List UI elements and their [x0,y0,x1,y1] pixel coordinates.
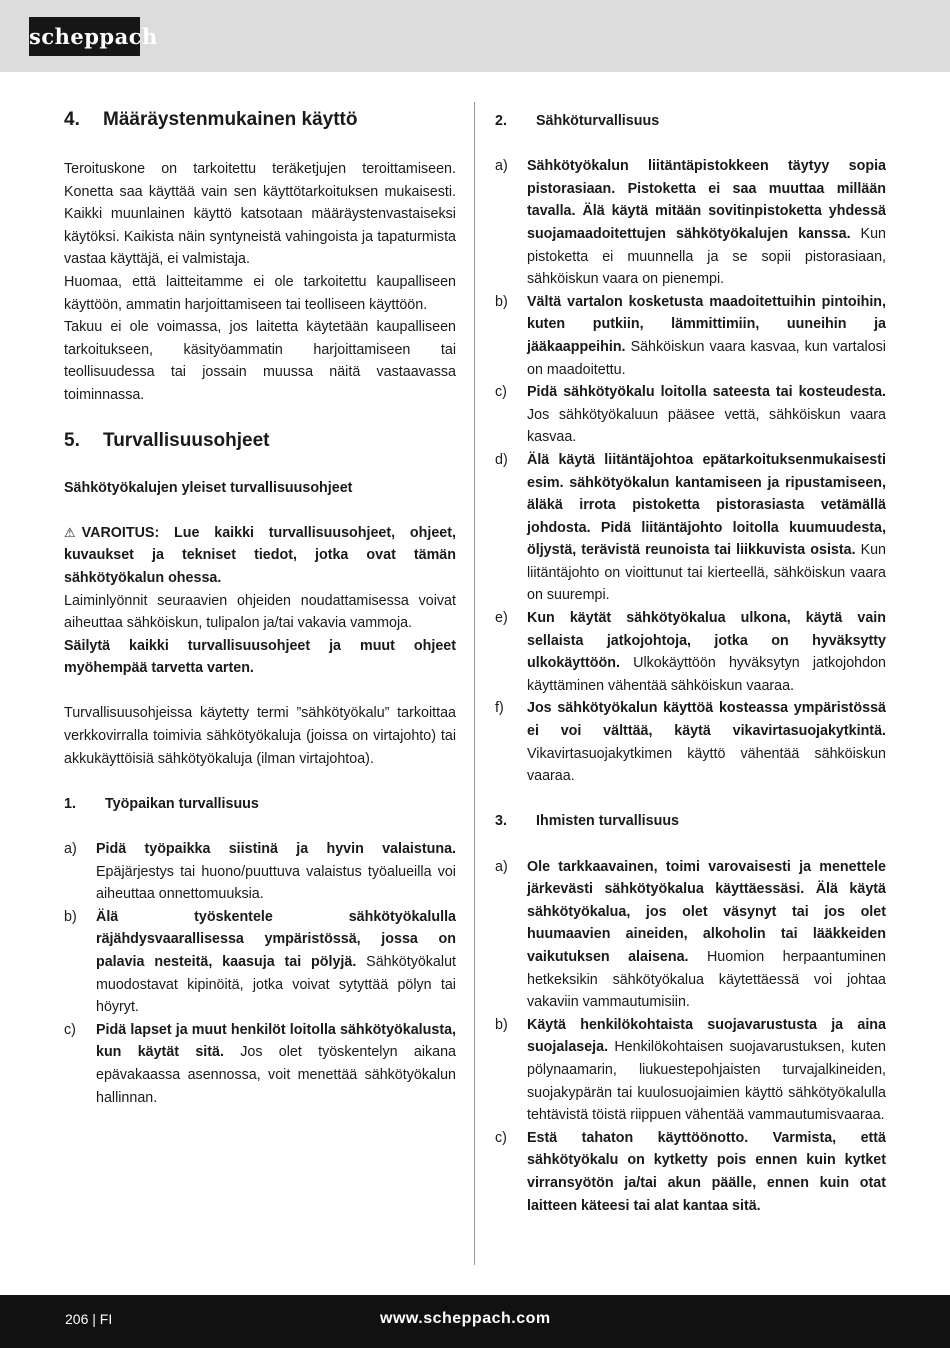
list-item-normal-text: Kun pistoketta ei muunnella ja se sopii pistorasiaan, sähköiskun vaara on pienempi. [527,225,886,288]
list-item-label: c) [495,384,507,401]
list-item-bold-text: Pidä lapset ja muut henkilöt loitolla sähkötyökalusta, kun käytät sitä. [96,1021,456,1061]
list-item-normal-text: Epäjärjestys tai huono/puuttuva valaistus työalueilla voi aiheuttaa onnettomuuksia. [96,863,456,903]
list-item-bold-text: Pidä sähkötyökalu loitolla sateesta tai kosteudesta. [527,384,886,401]
list-item [495,449,886,607]
left-column [64,108,456,1109]
list-item-normal-text: Henkilökohtaisen suojavarustuksen, kuten pölynaamarin, liukuestepohjaisten turvajalkineiden, suojakypärän tai kuulosuojaimien käyttö sähkötyökalulla tehtävistä töistä riippuen vähentää vammautumisvaaraa. [527,1039,886,1124]
list-item-text [96,906,456,1019]
subsection-2-heading [495,110,886,133]
list-item-label: b) [495,293,508,310]
list-item [495,697,886,787]
list-item-bold-text: Sähkötyökalun liitäntäpistokkeen täytyy sopia pistorasiaan. Pistoketta ei saa muuttaa millään tavalla. Älä käytä mitään sovitinpistoketta yhdessä suojamaadoitettujen sähkötyökalujen kanssa. [527,158,886,242]
page-number: 206 | FI [65,1311,113,1327]
list-item-bold-text: Vältä vartalon kosketusta maadoitettuihin pintoihin, kuten putkiin, lämmittimiin, uuneihin ja jääkaappeihin. [527,293,886,355]
list-item-label: b) [495,1016,508,1033]
list-item-label: c) [495,1129,507,1146]
list-item-normal-text: Sähköiskun vaara kasvaa, kun vartalosi on maadoitettu. [527,338,886,378]
list-item-text [527,1127,886,1217]
list-item-normal-text: Vikavirtasuojakytkimen käyttö vähentää sähköiskun vaaraa. [527,745,886,785]
list-item-label: a) [495,158,508,175]
list-item-text [527,1014,886,1127]
list-item-text [96,838,456,906]
scheppach-logo: scheppach [29,17,140,56]
list-item-label: f) [495,700,504,717]
list-item-normal-text: Sähkötyökalut muodostavat kipinöitä, jotka voivat sytyttää pölyn tai höyryt. [96,954,456,1016]
list-item-text [527,291,886,381]
list-item-bold-text: Ole tarkkaavainen, toimi varovaisesti ja menettele järkevästi sähkötyökalua käyttäessäsi. Älä käytä sähkötyökalua, jos olet väsynyt tai jos olet huumaavien aineiden, alkoholin tai lääkkeiden vaikutuksen alaisena. [527,858,886,965]
list-item-bold-text: Estä tahaton käyttöönotto. Varmista, että sähkötyökalu on kytketty pois ennen kuin kytket virransyötön ja/tai akun päälle, ennen kuin otat laitteen käteesi tai alat kantaa sitä. [527,1129,886,1214]
subsection-number: 3. [495,813,507,830]
subsection-title: Ihmisten turvallisuus [536,813,680,830]
list-item [495,291,886,381]
list-item-normal-text: Jos sähkötyökaluun pääsee vettä, sähköiskun vaara kasvaa. [527,406,886,446]
list-item-bold-text: Jos sähkötyökalun käyttöä kosteassa ympäristössä ei voi välttää, käytä vikavirtasuojakytkintä. [527,700,886,740]
section-number: 4. [64,109,80,130]
paragraph: Säilytä kaikki turvallisuusohjeet ja muut ohjeet myöhempää tarvetta varten. [64,637,456,677]
list-item [495,856,886,1014]
list-item [64,906,456,1019]
list-item-text [527,697,886,787]
section-title: Määräystenmukainen käyttö [103,109,358,130]
paragraph: Huomaa, että laitteitamme ei ole tarkoitettu kaupalliseen käyttöön, ammatin harjoittamiseen tai teolliseen käyttöön. [64,273,456,313]
subsection-number: 2. [495,113,507,129]
list-item-bold-text: Pidä työpaikka siistinä ja hyvin valaistuna. [96,841,456,858]
list-item-normal-text: Jos olet työskentelyn aikana epävakaassa asennossa, voit menettää sähkötyökalun hallinnan. [96,1044,456,1106]
paragraph: Takuu ei ole voimassa, jos laitetta käytetään kaupalliseen tarkoitukseen, käsityöammatin harjoittamiseen tai teollisuudessa tai jossain muussa näitä vastaavassa toiminnassa. [64,319,456,403]
right-column [495,108,886,1217]
website-link[interactable]: www.scheppach.com [380,1310,551,1327]
warning-text: VAROITUS: Lue kaikki turvallisuusohjeet, ohjeet, kuvaukset ja tekniset tiedot, jotka ovat tämän sähkötyökalun ohessa. [64,524,456,586]
list-item [495,381,886,449]
subsection-3-heading [495,810,886,833]
section-4-heading [64,108,456,132]
paragraph: Laiminlyönnit seuraavien ohjeiden noudattamisessa voivat aiheuttaa sähköiskun, tulipalon ja/tai vakavia vammoja. [64,592,456,632]
section-number: 5. [64,429,80,451]
list-item [64,1019,456,1109]
list-item-normal-text: Huomion herpaantuminen hetkeksikin sähkötyökalua käytettäessä voi johtaa vakaviin vammautumisiin. [527,948,886,1011]
list-item-label: b) [64,908,77,925]
subsection-heading: Sähkötyökalujen yleiset turvallisuusohjeet [64,479,353,496]
list-item-label: a) [64,841,77,858]
page-footer [0,1295,950,1348]
list-item-text [527,449,886,607]
list-item [495,1014,886,1127]
section-5-heading [64,429,456,453]
subsection-3-list [495,856,886,1218]
list-item-label: a) [495,858,508,875]
page-header [0,0,950,72]
subsection-number: 1. [64,795,76,812]
list-item-text [527,381,886,449]
list-item [495,155,886,291]
list-item-normal-text: Ulkokäyttöön hyväksytyn jatkojohdon käyttäminen vähentää sähköiskun vaaraa. [527,655,886,694]
paragraph: Teroituskone on tarkoitettu teräketjujen teroittamiseen. Konetta saa käyttää vain sen käyttötarkoituksen mukaisesti. Kaikki muunlainen käyttö katsotaan määräystenvastaiseksi käytöksi. Kaikista näin syntyneistä vahingoista ja tapaturmista vastaa käyttäjä, ei valmistaja. [64,161,456,268]
list-item-normal-text: Kun liitäntäjohto on vioittunut tai kierteellä, sähköiskun vaara on suurempi. [527,542,887,604]
list-item-text [527,856,886,1014]
list-item [64,838,456,906]
column-divider [474,102,475,1265]
list-item-bold-text: Älä työskentele sähkötyökalulla räjähdysvaarallisessa ympäristössä, jossa on palavia nesteitä, kaasuja tai pölyjä. [96,908,456,970]
list-item-label: c) [64,1021,76,1038]
section-title: Turvallisuusohjeet [103,429,270,451]
subsection-1-heading [64,793,456,816]
list-item-label: e) [495,610,508,627]
list-item-bold-text: Käytä henkilökohtaista suojavarustusta ja aina suojalaseja. [527,1016,886,1056]
subsection-1-list [64,838,456,1109]
list-item [495,607,886,697]
paragraph: Turvallisuusohjeissa käytetty termi ”sähkötyökalu” tarkoittaa verkkovirralla toimivia sähkötyökaluja (joissa on virtajohto) tai akkukäyttöisiä sähkötyökaluja (ilman virtajohtoa). [64,705,456,767]
list-item-bold-text: Älä käytä liitäntäjohtoa epätarkoituksenmukaisesti esim. sähkötyökalun kantamiseen ja ripustamiseen, äläkä irrota pistoketta pistorasiasta vetämällä johdosta. Pidä liitäntäjohto loitolla kuumuudesta, öljystä, terävistä reunoista tai liikkuvista osista. [527,451,886,559]
list-item [495,1127,886,1217]
list-item-bold-text: Kun käytät sähkötyökalua ulkona, käytä vain sellaista jatkojohtoja, jotka on hyväksytty ulkokäyttöön. [527,610,886,672]
subsection-title: Työpaikan turvallisuus [105,795,259,812]
subsection-2-list [495,155,886,788]
warning-triangle-icon: ⚠ [64,524,76,540]
list-item-text [96,1019,456,1109]
subsection-title: Sähköturvallisuus [536,113,660,129]
warning-paragraph [64,522,456,590]
list-item-text [527,155,886,291]
list-item-text [527,607,886,697]
list-item-label: d) [495,451,508,468]
